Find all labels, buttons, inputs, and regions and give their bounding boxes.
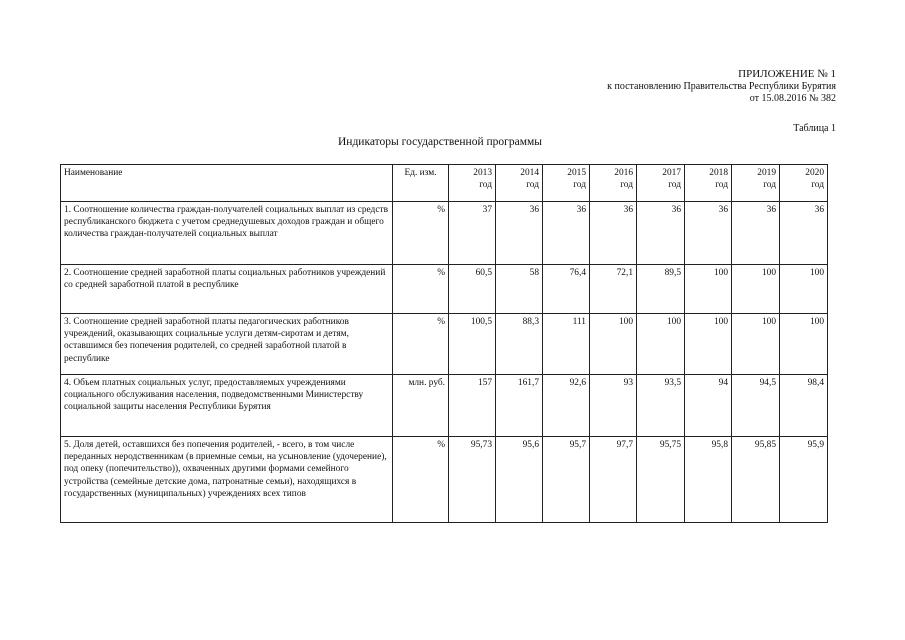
- indicator-name: 2. Соотношение средней заработной платы социальных работников учреждений со средней заработной платой в республике: [61, 265, 393, 314]
- column-header-unit: Ед. изм.: [393, 165, 449, 202]
- indicator-value: 93,5: [637, 375, 685, 437]
- table-row: [61, 437, 828, 523]
- indicator-value: 98,4: [780, 375, 828, 437]
- column-header-year: 2020 год: [780, 165, 828, 202]
- indicator-value: 88,3: [496, 314, 543, 375]
- column-header-year: 2013 год: [449, 165, 496, 202]
- indicator-value: 100: [685, 314, 732, 375]
- indicator-value: 100: [732, 314, 780, 375]
- indicator-value: 95,85: [732, 437, 780, 523]
- resolution-date: от 15.08.2016 № 382: [749, 93, 836, 104]
- indicator-value: 161,7: [496, 375, 543, 437]
- column-header-year: 2017 год: [637, 165, 685, 202]
- indicator-value: 92,6: [543, 375, 590, 437]
- indicator-value: 100: [637, 314, 685, 375]
- indicator-value: 95,6: [496, 437, 543, 523]
- indicator-value: 97,7: [590, 437, 637, 523]
- table-row: [61, 202, 828, 265]
- indicator-unit: млн. руб.: [393, 375, 449, 437]
- indicator-value: 93: [590, 375, 637, 437]
- indicator-value: 36: [637, 202, 685, 265]
- indicator-value: 95,75: [637, 437, 685, 523]
- indicator-name: 3. Соотношение средней заработной платы педагогических работников учреждений, оказывающих социальные услуги детям-сиротам и детям, оставшимся без попечения родителей, со средней заработной платой в республике: [61, 314, 393, 375]
- indicators-table: [60, 164, 828, 523]
- indicator-value: 36: [543, 202, 590, 265]
- table-row: [61, 314, 828, 375]
- indicator-value: 36: [780, 202, 828, 265]
- column-header-year: 2015 год: [543, 165, 590, 202]
- indicator-value: 100: [590, 314, 637, 375]
- indicator-name: 1. Соотношение количества граждан-получателей социальных выплат из средств республиканского бюджета с учетом среднедушевых доходов граждан и общего количества граждан-получателей социальных выплат: [61, 202, 393, 265]
- indicator-value: 111: [543, 314, 590, 375]
- indicator-name: 5. Доля детей, оставшихся без попечения родителей, - всего, в том числе переданных неродственникам (в приемные семьи, на усыновление (удочерение), под опеку (попечительство)), охваченных другими формами семейного устройства (семейные детские дома, патронатные семьи), находящихся в государственных (муниципальных) учреждениях всех типов: [61, 437, 393, 523]
- indicator-value: 100: [685, 265, 732, 314]
- indicator-value: 58: [496, 265, 543, 314]
- indicator-value: 76,4: [543, 265, 590, 314]
- table-number: Таблица 1: [793, 123, 836, 134]
- column-header-year: 2019 год: [732, 165, 780, 202]
- indicator-value: 95,73: [449, 437, 496, 523]
- column-header-year: 2016 год: [590, 165, 637, 202]
- appendix-label: ПРИЛОЖЕНИЕ № 1: [738, 68, 836, 80]
- indicator-value: 36: [685, 202, 732, 265]
- page-title: Индикаторы государственной программы: [337, 136, 542, 148]
- indicator-name: 4. Объем платных социальных услуг, предоставляемых учреждениями социального обслуживания населения, подведомственными Министерству социальной защиты населения Республики Бурятия: [61, 375, 393, 437]
- indicator-value: 36: [496, 202, 543, 265]
- indicator-unit: %: [393, 314, 449, 375]
- indicator-value: 89,5: [637, 265, 685, 314]
- indicator-value: 36: [732, 202, 780, 265]
- document-header: [607, 68, 836, 106]
- indicator-value: 95,7: [543, 437, 590, 523]
- table-header-row: [61, 165, 828, 202]
- indicator-unit: %: [393, 202, 449, 265]
- indicator-value: 72,1: [590, 265, 637, 314]
- indicator-value: 36: [590, 202, 637, 265]
- table-row: [61, 375, 828, 437]
- indicator-value: 37: [449, 202, 496, 265]
- indicator-value: 100: [780, 314, 828, 375]
- indicator-value: 95,9: [780, 437, 828, 523]
- resolution-reference: к постановлению Правительства Республики Бурятия: [607, 80, 836, 92]
- indicator-value: 100: [732, 265, 780, 314]
- table-row: [61, 265, 828, 314]
- column-header-name: Наименование: [61, 165, 393, 202]
- indicator-value: 100: [780, 265, 828, 314]
- indicator-unit: %: [393, 437, 449, 523]
- indicator-value: 157: [449, 375, 496, 437]
- indicator-value: 94: [685, 375, 732, 437]
- indicator-value: 60,5: [449, 265, 496, 314]
- column-header-year: 2018 год: [685, 165, 732, 202]
- indicator-value: 100,5: [449, 314, 496, 375]
- column-header-year: 2014 год: [496, 165, 543, 202]
- indicator-value: 94,5: [732, 375, 780, 437]
- indicator-value: 95,8: [685, 437, 732, 523]
- indicator-unit: %: [393, 265, 449, 314]
